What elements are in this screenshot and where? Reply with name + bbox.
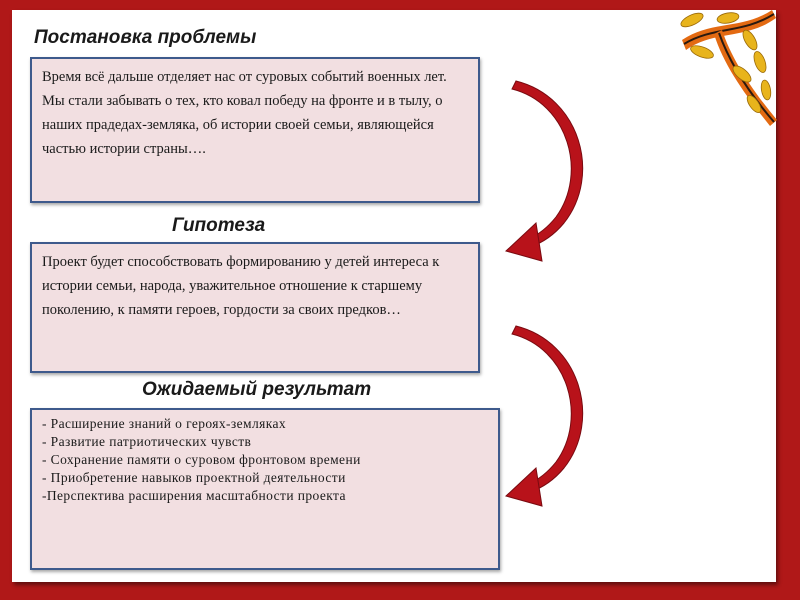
list-item: - Приобретение навыков проектной деятельности — [42, 470, 346, 485]
problem-box — [30, 57, 480, 203]
hypothesis-heading: Гипотеза — [172, 215, 266, 236]
list-item: - Развитие патриотических чувств — [42, 434, 252, 449]
curved-arrow-icon — [502, 320, 622, 510]
hypothesis-text: Проект будет способствовать формированию у детей интереса к истории семьи, народа, уважительное отношение к старшему поколению, к памяти героев, гордости за своих предков… — [42, 254, 440, 318]
list-item: - Сохранение памяти о суровом фронтовом времени — [42, 452, 361, 467]
problem-heading: Постановка проблемы — [34, 27, 257, 48]
result-box — [30, 408, 500, 570]
slide — [12, 10, 776, 582]
problem-text: Время всё дальше отделяет нас от суровых событий военных лет. Мы стали забывать о тех, кто ковал победу на фронте и в тылу, о наших прадедах-земляка, об истории своей семьи, являющейся частью истории страны…. — [42, 69, 447, 157]
result-heading: Ожидаемый результат — [142, 379, 372, 400]
hypothesis-box — [30, 242, 480, 373]
ribbon-laurel-icon — [662, 0, 787, 135]
curved-arrow-icon — [502, 75, 622, 265]
list-item: -Перспектива расширения масштабности проекта — [42, 488, 346, 503]
result-list — [32, 410, 498, 509]
list-item: - Расширение знаний о героях-земляках — [42, 416, 287, 431]
